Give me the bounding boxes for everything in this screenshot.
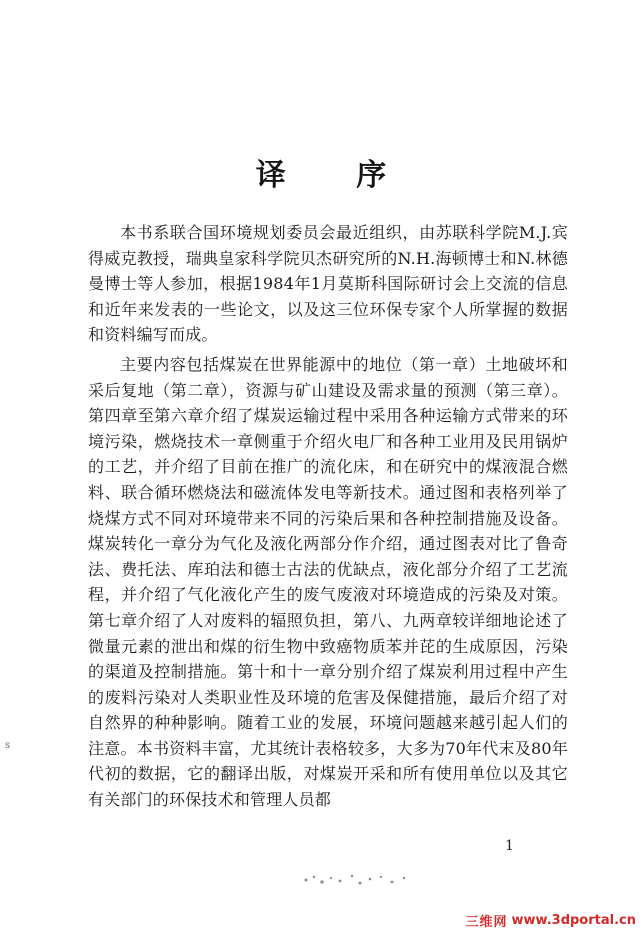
watermark-url: www.3dportal.cn (511, 913, 636, 928)
scan-artifact-icon (300, 868, 420, 890)
body-text (88, 220, 568, 817)
margin-mark: s (5, 740, 11, 751)
watermark (466, 911, 637, 930)
paragraph-2: 主要内容包括煤炭在世界能源中的地位（第一章）土地破坏和采后复地（第二章），资源与矿山建设及需求量的预测（第三章）。第四章至第六章介绍了煤炭运输过程中采用各种运输方式带来的环境污染，燃烧技术一章侧重于介绍火电厂和各种工业用及民用锅炉的工艺，并介绍了目前在推广的流化床，和在研究中的煤液混合燃料、联合循环燃烧法和磁流体发电等新技术。通过图和表格列举了烧煤方式不同对环境带来不同的污染后果和各种控制措施及设备。煤炭转化一章分为气化及液化两部分作介绍，通过图表对比了鲁奇法、费托法、库珀法和德士古法的优缺点，液化部分介绍了工艺流程，并介绍了气化液化产生的废气废液对环境造成的污染及对策。第七章介绍了人对废料的辐照负担，第八、九两章较详细地论述了微量元素的泄出和煤的衍生物中致癌物质苯并芘的生成原因，污染的渠道及控制措施。第十和十一章分别介绍了煤炭利用过程中产生的废料污染对人类职业性及环境的危害及保健措施，最后介绍了对自然界的种种影响。随着工业的发展，环境问题越来越引起人们的注意。本书资料丰富，尤其统计表格较多，大多为70年代末及80年代初的数据，它的翻译出版，对煤炭开采和所有使用单位以及其它有关部门的环保技术和管理人员都 (88, 354, 568, 810)
watermark-site-name: 三维网 (465, 915, 508, 930)
paragraph-1: 本书系联合国环境规划委员会最近组织，由苏联科学院M.J.宾得威克教授，瑞典皇家科学院贝杰研究所的N.H.海顿博士和N.林德曼博士等人参加，根据1984年1月莫斯科国际研讨会上交流的信息和近年来发表的一些论文，以及这三位环保专家个人所掌握的数据和资料编写而成。 (88, 223, 568, 345)
page-number: 1 (505, 838, 514, 854)
page-title: 译 序 (255, 158, 417, 193)
